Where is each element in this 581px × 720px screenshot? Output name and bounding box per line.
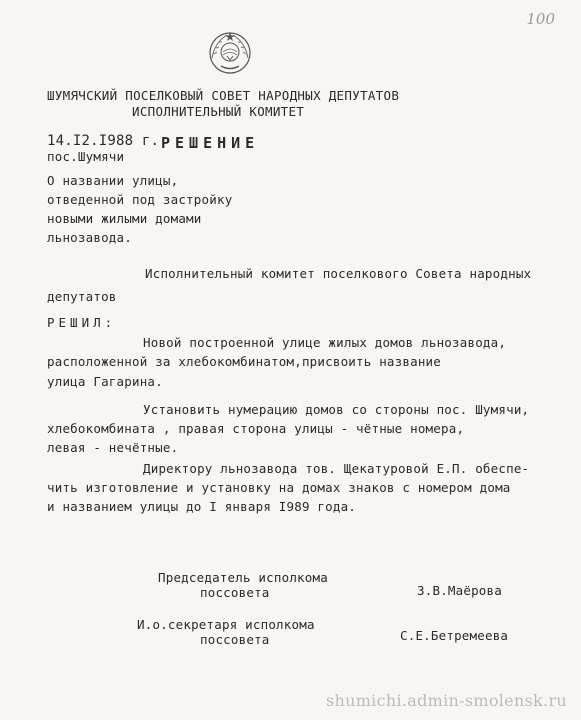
intro-text: депутатов <box>47 289 117 304</box>
paragraph-line: чить изготовление и установку на домах знаков с номером дома <box>47 480 511 495</box>
ussr-coat-of-arms-icon <box>207 30 253 76</box>
chair-title: Председатель исполкома <box>158 570 328 585</box>
subject-line: О названии улицы, <box>47 173 179 188</box>
organization-name: ШУМЯЧСКИЙ ПОСЕЛКОВЫЙ СОВЕТ НАРОДНЫХ ДЕПУТАТОВ <box>47 88 400 103</box>
document-title: РЕШЕНИЕ <box>161 134 260 152</box>
intro-text: Исполнительный комитет поселкового Совета народных <box>145 266 532 281</box>
subject-line: льнозавода. <box>47 230 132 245</box>
page-number: 100 <box>526 10 555 28</box>
resolved-label: РЕШИЛ: <box>47 315 117 330</box>
paragraph-line: улица Гагарина. <box>47 374 163 389</box>
document-place: пос.Шумячи <box>47 149 125 164</box>
paragraph-line: расположенной за хлебокомбинатом,присвоить название <box>47 354 442 369</box>
chair-name: З.В.Маёрова <box>417 583 502 598</box>
organization-subtitle: ИСПОЛНИТЕЛЬНЫЙ КОМИТЕТ <box>132 104 305 119</box>
watermark: shumichi.admin-smolensk.ru <box>325 691 567 710</box>
paragraph-line: Установить нумерацию домов со стороны пос. Шумячи, <box>143 402 530 417</box>
paragraph-line: и названием улицы до I января I989 года. <box>47 499 357 514</box>
secretary-title: И.о.секретаря исполкома <box>137 617 315 632</box>
paragraph-line: Новой построенной улице жилых домов льнозавода, <box>143 335 507 350</box>
paragraph-line: Директору льнозавода тов. Щекатуровой Е.П. обеспе- <box>143 461 530 476</box>
chair-title: поссовета <box>200 585 270 600</box>
paragraph-line: хлебокомбината , правая сторона улицы - чётные номера, <box>47 421 465 436</box>
subject-line: новыми жилыми домами <box>47 211 202 226</box>
paragraph-line: левая - нечётные. <box>47 440 179 455</box>
secretary-title: поссовета <box>200 632 270 647</box>
subject-line: отведенной под застройку <box>47 192 233 207</box>
document-date: 14.I2.I988 г. <box>47 133 160 149</box>
secretary-name: С.Е.Бетремеева <box>400 628 509 643</box>
